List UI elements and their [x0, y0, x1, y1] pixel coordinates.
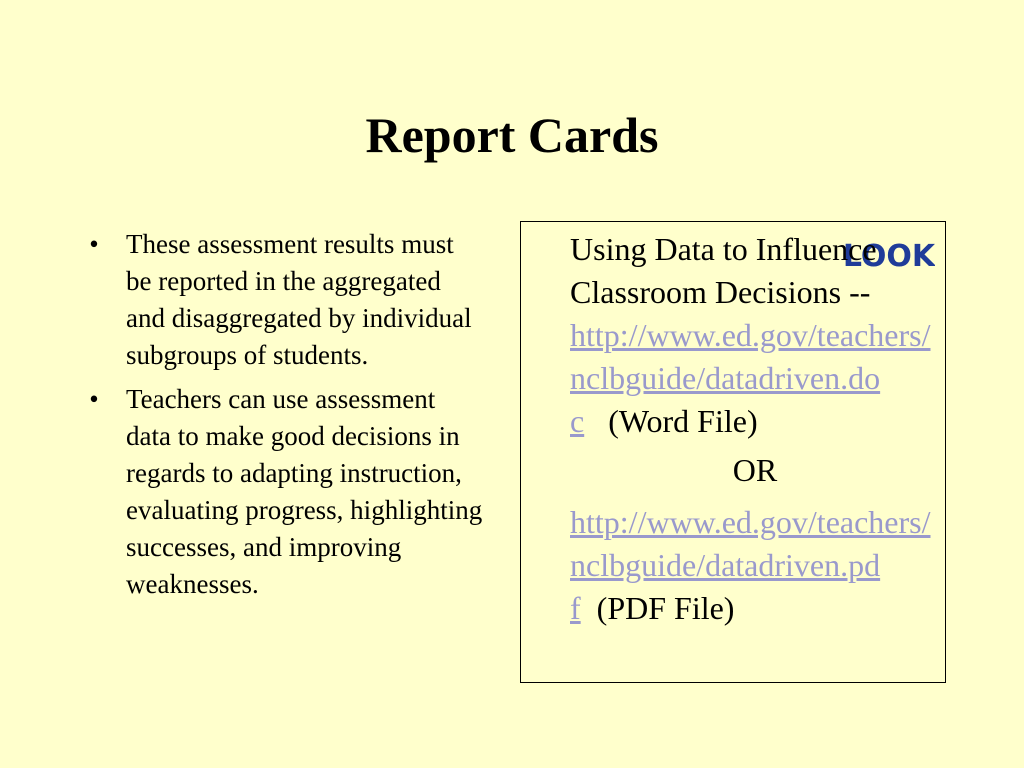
pdf-file-link[interactable]: http://www.ed.gov/teachers/nclbguide/datadriven.pdf — [570, 504, 931, 626]
or-separator: OR — [732, 452, 778, 488]
bullet-text: Teachers can use assessment data to make good decisions in regards to adapting instruction, evaluating progress, highlighting successes, and improving weaknesses. — [126, 384, 483, 599]
bullet-list — [84, 226, 484, 610]
bullet-item — [84, 381, 484, 603]
bullet-text: These assessment results must be reported in the aggregated and disaggregated by individual subgroups of students. — [126, 229, 472, 370]
resource-box — [520, 221, 946, 683]
slide-title: Report Cards — [365, 107, 659, 163]
look-logo-text: LOOK — [843, 239, 935, 274]
resource-lead-text: Using Data to Influence Classroom Decisions -- — [570, 231, 877, 310]
word-file-note: (Word File) — [608, 403, 758, 439]
bullet-dot-icon: • — [89, 229, 99, 259]
bullet-dot-icon: • — [89, 384, 99, 414]
pdf-file-note: (PDF File) — [596, 590, 735, 626]
word-file-link[interactable]: http://www.ed.gov/teachers/nclbguide/datadriven.doc — [570, 317, 931, 439]
bullet-item — [84, 226, 484, 374]
